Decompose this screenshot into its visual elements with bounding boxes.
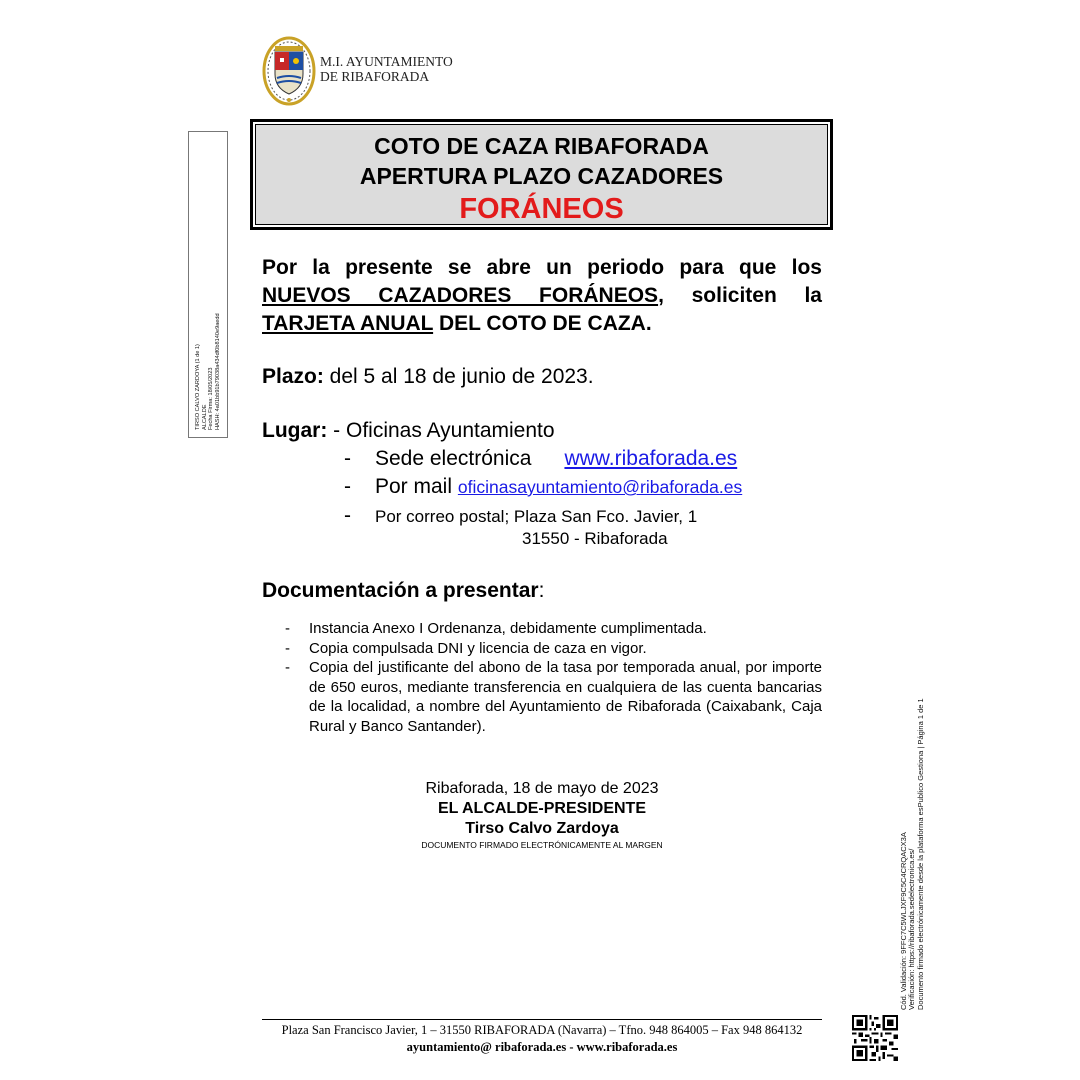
footer-address: Plaza San Francisco Javier, 1 – 31550 RIBAFORADA (Navarra) – Tfno. 948 864005 – Fax 948 864132 [281,1023,803,1037]
title-line-3: FORÁNEOS [459,193,624,225]
signature-text [195,140,221,430]
validation-code: Cód. Validación: 9FFC7C5WLJXF9C5C4CRQACX3A [899,832,908,1010]
signature-box [188,131,228,438]
signer-role: ALCALDE [201,404,208,430]
list-dash: - [344,504,351,527]
sign-hash: HASH: 4a01bb91b79038a434df0b8140e9aedd [214,312,221,430]
footer-contact: ayuntamiento@ ribaforada.es - www.ribaforada.es [406,1040,678,1054]
docs-heading-colon: : [538,579,545,602]
signer-name-closing: Tirso Calvo Zardoya [465,820,619,837]
doc-item-2: Copia compulsada DNI y licencia de caza en vigor. [309,639,647,657]
list-dash: - [344,475,351,498]
lugar-first: - Oficinas Ayuntamiento [327,419,555,442]
title-box-inner [255,124,828,225]
footer-divider [262,1019,822,1020]
postal-city: 31550 - Ribaforada [522,529,668,548]
intro-text-1: Por la presente se abre un periodo para que los [262,256,822,279]
intro-text-3: DEL COTO DE CAZA. [433,312,652,335]
title-box [250,119,833,230]
list-dash: - [344,447,351,470]
intro-underlined-1: NUEVOS CAZADORES FORÁNEOS [262,284,659,307]
title-line-2: APERTURA PLAZO CAZADORES [359,163,724,189]
doc-item-3: Copia del justificante del abono de la tasa por temporada anual, por importe de 650 euros, mediante transferencia en cualquiera de las cuenta bancarias de la localidad, a nombre del Ayuntamiento de Ribaforada (Caixabank, Caja Rural y Banco Santander). [309,659,822,735]
mail-label: Por mail [375,475,453,498]
list-item [285,639,822,659]
list-dash: - [285,639,290,657]
plazo-label: Plazo: [262,365,324,388]
org-line-2: DE RIBAFORADA [320,69,430,84]
lugar-item-postal [344,503,697,530]
docs-list [285,619,822,736]
list-dash: - [285,659,290,676]
signer-name: TIRSO CALVO ZARDOYA (1 de 1) [194,343,201,430]
coat-of-arms-logo [262,34,316,106]
intro-underlined-2: TARJETA ANUAL [262,312,434,335]
title-line-1: COTO DE CAZA RIBAFORADA [374,133,709,159]
intro-paragraph [262,254,822,338]
intro-text-2: , soliciten la [658,284,822,307]
plazo-value: del 5 al 18 de junio de 2023. [323,365,594,388]
plazo-line [262,364,594,390]
sede-link[interactable]: www.ribaforada.es [564,447,738,470]
validation-url: Verificación: https://ribaforada.sedelectronica.es/ [907,848,917,1010]
postal-address: Por correo postal; Plaza San Fco. Javier, 1 [375,507,698,526]
closing-block [262,779,822,851]
docs-heading [262,577,544,605]
signature-note: DOCUMENTO FIRMADO ELECTRÓNICAMENTE AL MARGEN [421,840,663,850]
lugar-item-sede [344,446,737,472]
lugar-label: Lugar: [262,419,328,442]
docs-heading-text: Documentación a presentar [262,579,539,602]
list-dash: - [285,620,290,637]
list-item [285,658,822,736]
lugar-line [262,418,555,444]
mail-link[interactable]: oficinasayuntamiento@ribaforada.es [457,477,743,497]
sign-date: Fecha Firma: 18/05/2023 [208,367,214,430]
list-item [285,619,822,639]
lugar-item-mail [344,474,742,500]
signer-role-closing: EL ALCALDE-PRESIDENTE [437,800,646,817]
qr-code[interactable] [852,1015,898,1061]
footer [262,1022,822,1056]
validation-note: Documento firmado electrónicamente desde la plataforma esPublico Gestiona | Página 1 de 1 [915,698,925,1010]
validation-text [900,698,925,1010]
sede-label: Sede electrónica [375,447,532,470]
org-line-1: M.I. AYUNTAMIENTO [320,54,453,69]
organization-name [320,54,453,84]
place-date: Ribaforada, 18 de mayo de 2023 [425,780,659,797]
doc-item-1: Instancia Anexo I Ordenanza, debidamente cumplimentada. [309,620,707,637]
